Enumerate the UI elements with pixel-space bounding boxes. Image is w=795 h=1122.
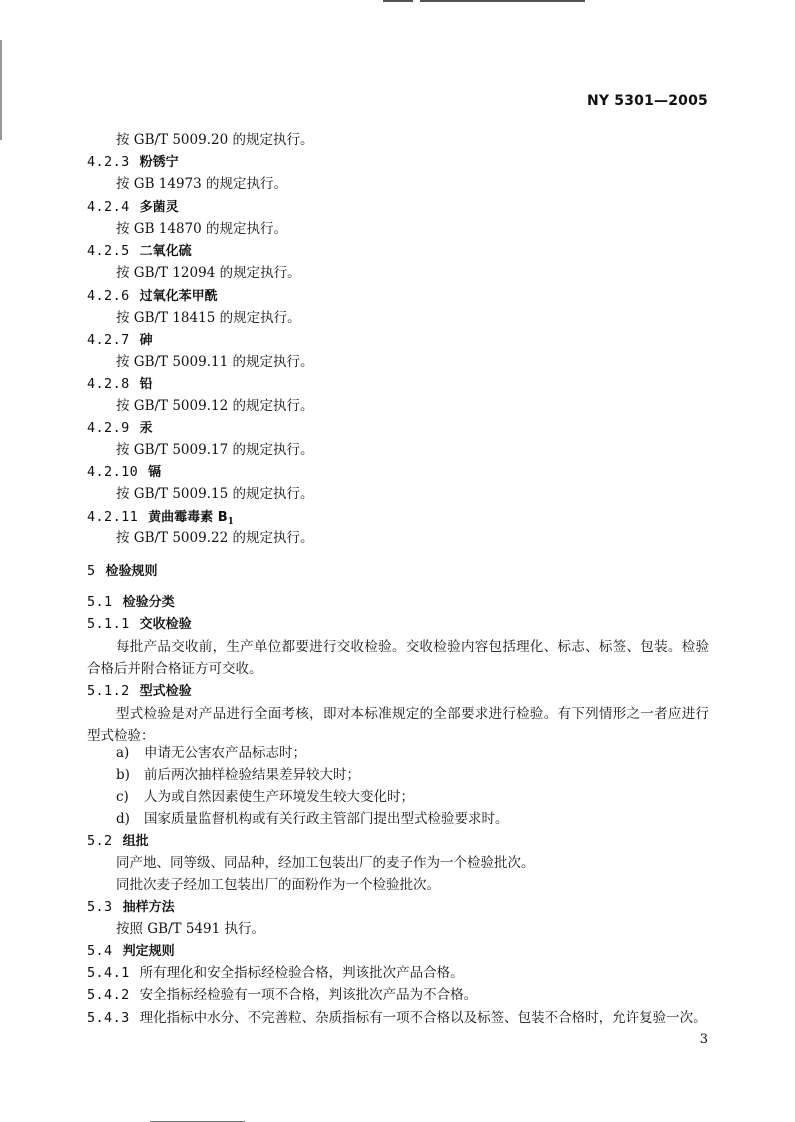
clause-number: 4.2.9: [87, 420, 130, 436]
list-text: 国家质量监督机构或有关行政主管部门提出型式检验要求时。: [144, 811, 509, 827]
clause-text: 按 GB/T 12094 的规定执行。: [116, 265, 301, 281]
clause-number: 5.2: [87, 833, 113, 849]
clause-heading: [87, 197, 179, 218]
clause-number: 5.4: [87, 943, 113, 959]
clause-text: 安全指标经检验有一项不合格，判该批次产品为不合格。: [139, 987, 478, 1003]
clause-heading: [87, 286, 218, 307]
clause-text: 按 GB/T 5009.20 的规定执行。: [116, 132, 314, 148]
chapter-heading: [87, 561, 158, 582]
list-marker: d): [116, 811, 130, 827]
page-number: 3: [699, 1032, 708, 1047]
clause-heading: [87, 614, 192, 635]
clause-text: 按 GB/T 5009.12 的规定执行。: [116, 398, 314, 414]
list-marker: c): [116, 789, 129, 805]
clause-text: 按 GB/T 18415 的规定执行。: [116, 310, 301, 326]
clause-number: 4.2.10: [87, 464, 139, 480]
clause-number: 4.2.8: [87, 376, 130, 392]
list-item: [116, 765, 360, 785]
list-item: [116, 809, 509, 829]
clause-text: 所有理化和安全指标经检验合格，判该批次产品合格。: [139, 965, 464, 981]
clause-title: 过氧化苯甲酰: [139, 289, 218, 304]
clause-heading: [87, 831, 149, 852]
clause-text: 理化指标中水分、不完善粒、杂质指标有一项不合格以及标签、包装不合格时，允许复验一次。: [139, 1010, 707, 1026]
clause-number: 4.2.7: [87, 332, 130, 348]
clause-text: 按 GB/T 5009.11 的规定执行。: [116, 354, 314, 370]
clause-title: 组批: [122, 834, 149, 849]
clause-number: 5.1.1: [87, 616, 130, 632]
clause-text: 按 GB/T 5009.15 的规定执行。: [116, 486, 314, 502]
clause-title: 粉锈宁: [139, 155, 179, 170]
clause-heading: [87, 152, 179, 173]
clause-heading: [87, 897, 175, 918]
clause-number: 4.2.3: [87, 154, 130, 170]
clause-title: 镉: [148, 465, 162, 480]
clause-text: 按照 GB/T 5491 执行。: [116, 921, 265, 937]
clause-heading: [87, 941, 175, 962]
clause-title: 黄曲霉毒素 B: [148, 510, 228, 525]
clause-text: 同产地、同等级、同品种，经加工包装出厂的麦子作为一个检验批次。: [116, 855, 535, 871]
clause-number: 5.1: [87, 594, 113, 610]
clause-number: 5.4.2: [87, 987, 130, 1003]
list-text: 申请无公害农产品标志时；: [144, 745, 306, 761]
clause-title: 多菌灵: [139, 200, 179, 215]
clause-paragraph: 型式检验是对产品进行全面考核，即对本标准规定的全部要求进行检验。有下列情形之一者应进行型式检验：: [87, 706, 709, 744]
clause-heading: [87, 241, 192, 262]
clause-title: 交收检验: [139, 617, 192, 632]
clause-line: [87, 1008, 707, 1028]
clause-number: 5.4.3: [87, 1010, 130, 1026]
list-text: 人为或自然因素使生产环境发生较大变化时；: [144, 789, 414, 805]
clause-number: 4.2.6: [87, 288, 130, 304]
clause-text: 按 GB 14973 的规定执行。: [116, 176, 288, 192]
clause-title: 型式检验: [139, 684, 192, 699]
clause-number: 4.2.5: [87, 243, 130, 259]
clause-text: 按 GB/T 5009.22 的规定执行。: [116, 530, 314, 546]
clause-text: 同批次麦子经加工包装出厂的面粉作为一个检验批次。: [116, 877, 440, 893]
clause-title: 砷: [139, 333, 153, 348]
clause-title: 汞: [139, 421, 153, 436]
clause-text: 按 GB 14870 的规定执行。: [116, 221, 288, 237]
clause-paragraph: 每批产品交收前，生产单位都要进行交收检验。交收检验内容包括理化、标志、标签、包装。检验合格后并附合格证方可交收。: [87, 639, 709, 677]
list-marker: a): [116, 745, 130, 761]
top-rule-left: [383, 0, 413, 2]
clause-text: 按 GB/T 5009.17 的规定执行。: [116, 442, 314, 458]
clause-number: 5.4.1: [87, 965, 130, 981]
list-marker: b): [116, 767, 130, 783]
clause-heading: [87, 374, 153, 395]
subscript: 1: [227, 517, 234, 527]
clause-line: [87, 963, 464, 983]
clause-title: 检验分类: [122, 595, 175, 610]
clause-title: 铅: [139, 377, 153, 392]
clause-heading: [87, 462, 161, 483]
clause-number: 5.3: [87, 899, 113, 915]
clause-title: 抽样方法: [122, 900, 175, 915]
clause-number: 5.1.2: [87, 683, 130, 699]
clause-line: [87, 985, 477, 1005]
top-rule-right: [420, 0, 585, 2]
standard-code: NY 5301—2005: [586, 93, 708, 109]
clause-heading: [87, 681, 192, 702]
clause-title: 判定规则: [122, 944, 175, 959]
clause-heading: [87, 418, 153, 439]
clause-heading: [87, 330, 153, 351]
clause-heading: [87, 592, 175, 613]
list-text: 前后两次抽样检验结果差异较大时；: [144, 767, 360, 783]
clause-number: 4.2.11: [87, 509, 139, 525]
scan-margin-mark: [0, 40, 2, 140]
list-item: [116, 743, 306, 763]
clause-title: 二氧化硫: [139, 244, 192, 259]
chapter-title: 检验规则: [105, 564, 158, 579]
clause-number: 4.2.4: [87, 199, 130, 215]
chapter-number: 5: [87, 563, 96, 579]
list-item: [116, 787, 414, 807]
